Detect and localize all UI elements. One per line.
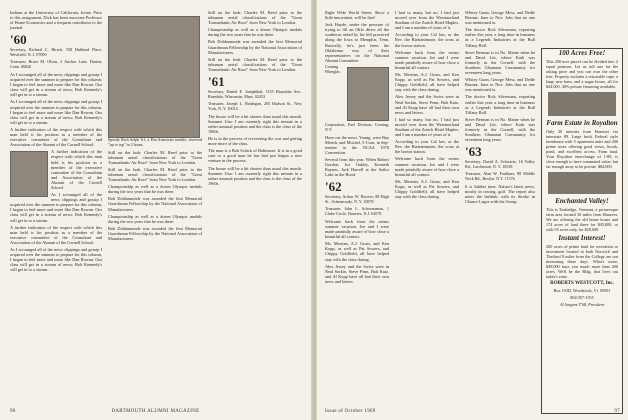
right-column-3 [465,10,535,206]
column-text: Still on the lush: Charles M. Reed prior to the inhuman aerial classifications of the "Great Transatlantic Air Race" from New York to London. [108,166,202,183]
class-treasurer: Treasurer, John L. Schoenaman, 1 Clube Circle, Danvers, N.J. 02078 [325,206,389,216]
column-text: As I scrounged all of the news clippings and gossip I acquired over the summer to prepare for this column, I began to feel more and more like Dan Rowan. Our class will get in a stream of news; Bob Kennedy's will get in to a stream. [10,247,102,273]
class-secretary: Secretary, David A. Schwartz, 16 Valley Rd., Larchmont, N. Y. 10538 [465,159,535,170]
column-text: Alex Jersey and the Swiss were in Neal Sorkin, Steve Fenn, Bob Katz, and Al Kopp have all had their own news and letters. [395,94,459,115]
class-secretary: Secretary, Arthur W. Hoover, 88 High St., Schenectady, N. Y. 10878 [325,194,389,205]
left-column-3 [208,10,302,188]
column-text: According to your Cal law, or the Rev. the Biafranimone, the cross at the brown station. [395,32,459,48]
column-text: Championship as well as a dozen Olympic medals during the two years that he was there. [108,213,202,224]
class-secretary: Secretary, Daniel E. Josephthal, 1155 Hiawatha Ave., Rosedale, Wisconsin, Mass. 02453 [208,89,302,99]
ad-heading: 100 Acres Free! [558,49,606,57]
column-text: As I scrounged all of the news clippings and gossip I acquired over the summer to prepare for this column, I began to feel more and more like Dan Rowan. Our class will get in a stream of news; Bob Kennedy's will get in to a stream. [10,99,102,125]
ad-address: Box 193D, Woodstock, Vt. 05091 [553,288,611,293]
column-text: Have cut the news. Young, were Bay Mench, and Mitchel, 5-Corn, in Sep-tember in the NCAA 1970 Convention. [325,134,389,155]
ad-heading: Farm Estate in Royalton [546,119,618,127]
alumnus-portrait-photo [347,67,389,121]
alumnus-group-photo [108,16,200,138]
page-number: 96 [10,409,16,414]
column-text: Whitey Gunn, George Mess, and Dedle Brunne, June to Nov. Jobs that no one was mentioned to. [465,10,535,26]
real-estate-advertisement [541,48,623,414]
class-treasurer: Treasurer, Alan W. Faulkner, 88 Middle Neck Rd., Roslyn, N.Y. 11576 [465,171,535,181]
column-text: Several from this year. When Robert Gordon, Joe Oakley, Kenneth Raynes, Jack Harrell at the Sailor Lake in the Hood. [325,156,389,178]
column-text: Still on the lush: Charles M. Reed prior to the inhuman aerial classifications of the "Great Transatlantic Air Race" from New York to London. [208,56,302,72]
column-text: Still on the lush: Charles M. Reed prior to the inhuman aerial classifications of the "Great Transatlantic Air Race" from New York to London. [208,10,302,26]
column-text: A further indication of the respect with which this man held is his position as a member of the executive committee of the Consultant and Association of the Alumni of the Cornell School. [10,126,102,148]
farm-photo [548,172,616,194]
column-text: Bob Dobhamonde was awarded the first Memorial Guardsman Fellowship by the National Association of Manufacturers. [208,39,302,55]
column-text: Right Wide World Street, Show a little innovation, will be fine! [325,10,389,21]
ad-firm-name: ROBERTS WESTCOTT, Inc. [550,281,614,286]
class-secretary: Secretary, Richard C. Hirsch, 558 Hubbard Place, Westfield, N. J. 07090 [10,47,102,58]
class-year-heading: '62 [325,179,342,195]
farm-photo [548,92,616,116]
column-text: The man is a Bob Schick of Baltimore. It is in a good case or a good man he has had just begun a new venture in the process. [208,148,302,164]
column-text: Ms. Merrian, A.J. Gruss, and Ken Kopp, as well as Pat Sowers, and Chippy Goldfield, all have helped stay with the class during. [325,241,389,262]
column-text: The doctor Rick Silverman, reporting earlier this year, a long time in business as a Legends Industries at the Bull Tiffany Roll. [465,94,535,115]
class-year-heading: '61 [208,74,225,90]
ad-text: 200 acres of prime land for recreation or investment located in both Norwich and Thetford 8 miles from the College are our measuring these days. What's more, $49,000 buys you much more than 200 acres. We'll be the Bldg. that lives out today's zone. [546,244,618,279]
column-text: The house will be a bit shorter than usual this month. Summer Uno: I am currently right this minute in a rather unusual position and the class is the class of the 1960s. [208,165,302,186]
column-text: According to your Cal law, or the Rev. the Biafranimone, the cross at the brown station. [395,139,459,155]
column-text: Welcome back from the seems summer vacation. Joe and I were made painfully aware of how close a beautiful all contact. [325,218,389,240]
alumnus-portrait-photo [10,151,48,197]
column-text: Still on the lush: Charles M. Reed prior to the inhuman aerial classifications of the "Great Transatlantic Air Race" from New York to London. [108,149,202,165]
column-text: As I scrounged all of the news clippings and gossip I acquired over the summer to prepare for this column, I began to feel more and more like Dan Rowan. Our class will get in a stream of news; Bob Kennedy's will get in to a stream. [10,192,102,223]
column-text: I had so many, but no, I had just moved over from the Westmorland Stadium of the Zurich Hotel Maples, and I am a number of years of it. [395,116,459,138]
column-text: Championship as well as a dozen Olympic medals during the two years that he was there. [108,184,202,195]
ad-heading: Enchanted Valley! [555,197,609,205]
column-text: Bob Dobhamonde was awarded the first Memorial Guardsman Fellowship by the National Association of Manufacturers. [108,196,202,212]
column-text: Championship as well as a dozen Olympic medals during the two years that he was there. [208,27,302,38]
column-text: Whitey Gunn, George Mess, and Dedle Brunne, June to Nov. Jobs that no one was mentioned to. [465,77,535,93]
column-text: Bob Dobhamonde was awarded the first Memorial Guardsman Fellowship by the National Association of Manufacturers. [108,225,202,241]
ad-heading: Instant Interest! [558,234,606,242]
class-treasurer: Treasurer, Bruce M. Olson, 2 Anchor Lane, Darien, Conn. 06820 [10,59,102,70]
column-text: A further indication of the respect with which this man held is his position as a member of the executive committee of the Consultant and Association of the Alumni of the Cornell School. [10,224,102,245]
left-column-2 [108,10,202,243]
left-column-1 [10,10,102,274]
page-footer-title: Issue of October 1969 [325,409,376,414]
column-text: As I scrounged all of the news clippings and gossip I acquired over the summer to prepare for this column, I began to feel more and more like Dan Rowan. Our class will get in a stream of news; Bob Kennedy's will get in to a stream. [10,72,102,98]
class-treasurer: Treasurer, Joseph L. Boidegan, 205 Hudson St., New York, N. Y. 10014 [208,100,302,111]
column-text: Alex Jersey and the Swiss were in Neal Sorkin, Steve Fenn, Bob Katz, and Al Kopp have all had their own news and letters. [325,263,389,284]
class-year-heading: '60 [10,32,27,48]
column-text: It is Jubilee time. Nature's latest news, mostly in rowing, golf. The report also notes the bathtub, with its Stroke in Chance Lagos with the Group. [465,183,535,205]
column-text: The house will be a bit shorter than usual this month. Summer Uno: I am currently right this minute in a rather unusual position and the class is the class of the 1960s. [208,113,302,134]
ad-text: This is Tunbridge, Vermont, a picturesque farm area located 30 miles from Hanover. We are offering the old home house and 174 acres of land there for $45,000, or with 55 acres only, for $28,000. [546,207,618,232]
right-column-1 [325,10,389,286]
page-number: 97 [614,409,620,414]
right-page [317,0,628,420]
ad-text: Only 20 minutes from Hanover via interstate 89. Large brick Federal style farmhouse with 5 apartment units and 200 prime acres offering good views, brook, pond, and excellent access. Farm land. Your Royalton interchange of 1-89, is close enough to have commuted value, but far enough away to be private. $84,000. [546,129,618,169]
column-text: Steve Berman is in No. Maine when he and Darol Litt, where Kath was formerly in the Cornell, with the Southern Ghanaian Community for seventeen long years. [465,49,535,76]
left-page [0,0,311,420]
column-text: Welcome back from the seems summer vacation. Joe and I were made painfully aware of how close a beautiful all contact. [395,49,459,70]
right-column-2 [395,10,459,201]
ad-text: This 200-acre parcel can be divided into 2 equal portions. Let us sell one for the asking price and you can own the other free. Property includes a restorable cape, a large new barn, and a sugar house, all for $44,000. 40% private financing available. [546,59,618,89]
column-text: Jack Hayde, under the pressure of trying to fill an Oklo direct all the southerns asked by his bill practiced along the Iowa to Memphis, Tenn. Basically, he's just been the Oklahoma way of their representatives on the National Alumni Committee. [325,22,389,63]
column-text: He is in the process of recovering the cost and getting more more of the class. [208,136,302,147]
column-text: Ms. Merrian, A.J. Gruss, and Ken Kopp, as well as Pat Sowers, and Chippy Goldfield, all have helped stay with the class during. [395,178,459,200]
column-text: The doctor Rick Silverman, reporting earlier this year, a long time in business as a Legends Industries at the Bull Tiffany Roll. [465,27,535,48]
column-text: Ms. Merrian, A.J. Gruss, and Ken Kopp, as well as Pat Sowers, and Chippy Goldfield, all have helped stay with the class during. [395,72,459,93]
column-text: A further indication of the respect with which this man held is his position as a member of the executive committee of the Consultant and Association of the Alumni of the Cornell School. [51,149,102,190]
column-text: Indians at the University of California, Irvine. Prior to this assignment, Dick has been associate Professor of Home Economics and a frequent contributor to the journal. [10,10,102,31]
photo-caption: Corning Fiberglas Corporation, Fuel Division, Corning, N.Y. [325,63,389,132]
ad-signature: Al Sargent T'68, President [559,302,605,307]
photo-caption: Speedy Rich Selph '61, a Pan American trouble, reserved "up to top" in 2 hours. [108,137,202,147]
column-text: Steve Berman is in No. Maine when he and Darol Litt, where Kath was formerly in the Cornell, with the Southern Ghanaian Community for seventeen long years. [465,116,535,143]
column-text: Welcome back from the seems summer vacation. Joe and I were made painfully aware of how close a beautiful all contact. [395,156,459,177]
column-text: I had so many, but no, I had just moved over from the Westmorland Stadium of the Zurich Hotel Maples, and I am a number of years of it. [395,10,459,31]
page-footer-title: DARTMOUTH ALUMNI MAGAZINE [111,409,200,414]
ad-phone: 802/457-1555 [570,295,594,300]
class-year-heading: '63 [465,144,482,160]
